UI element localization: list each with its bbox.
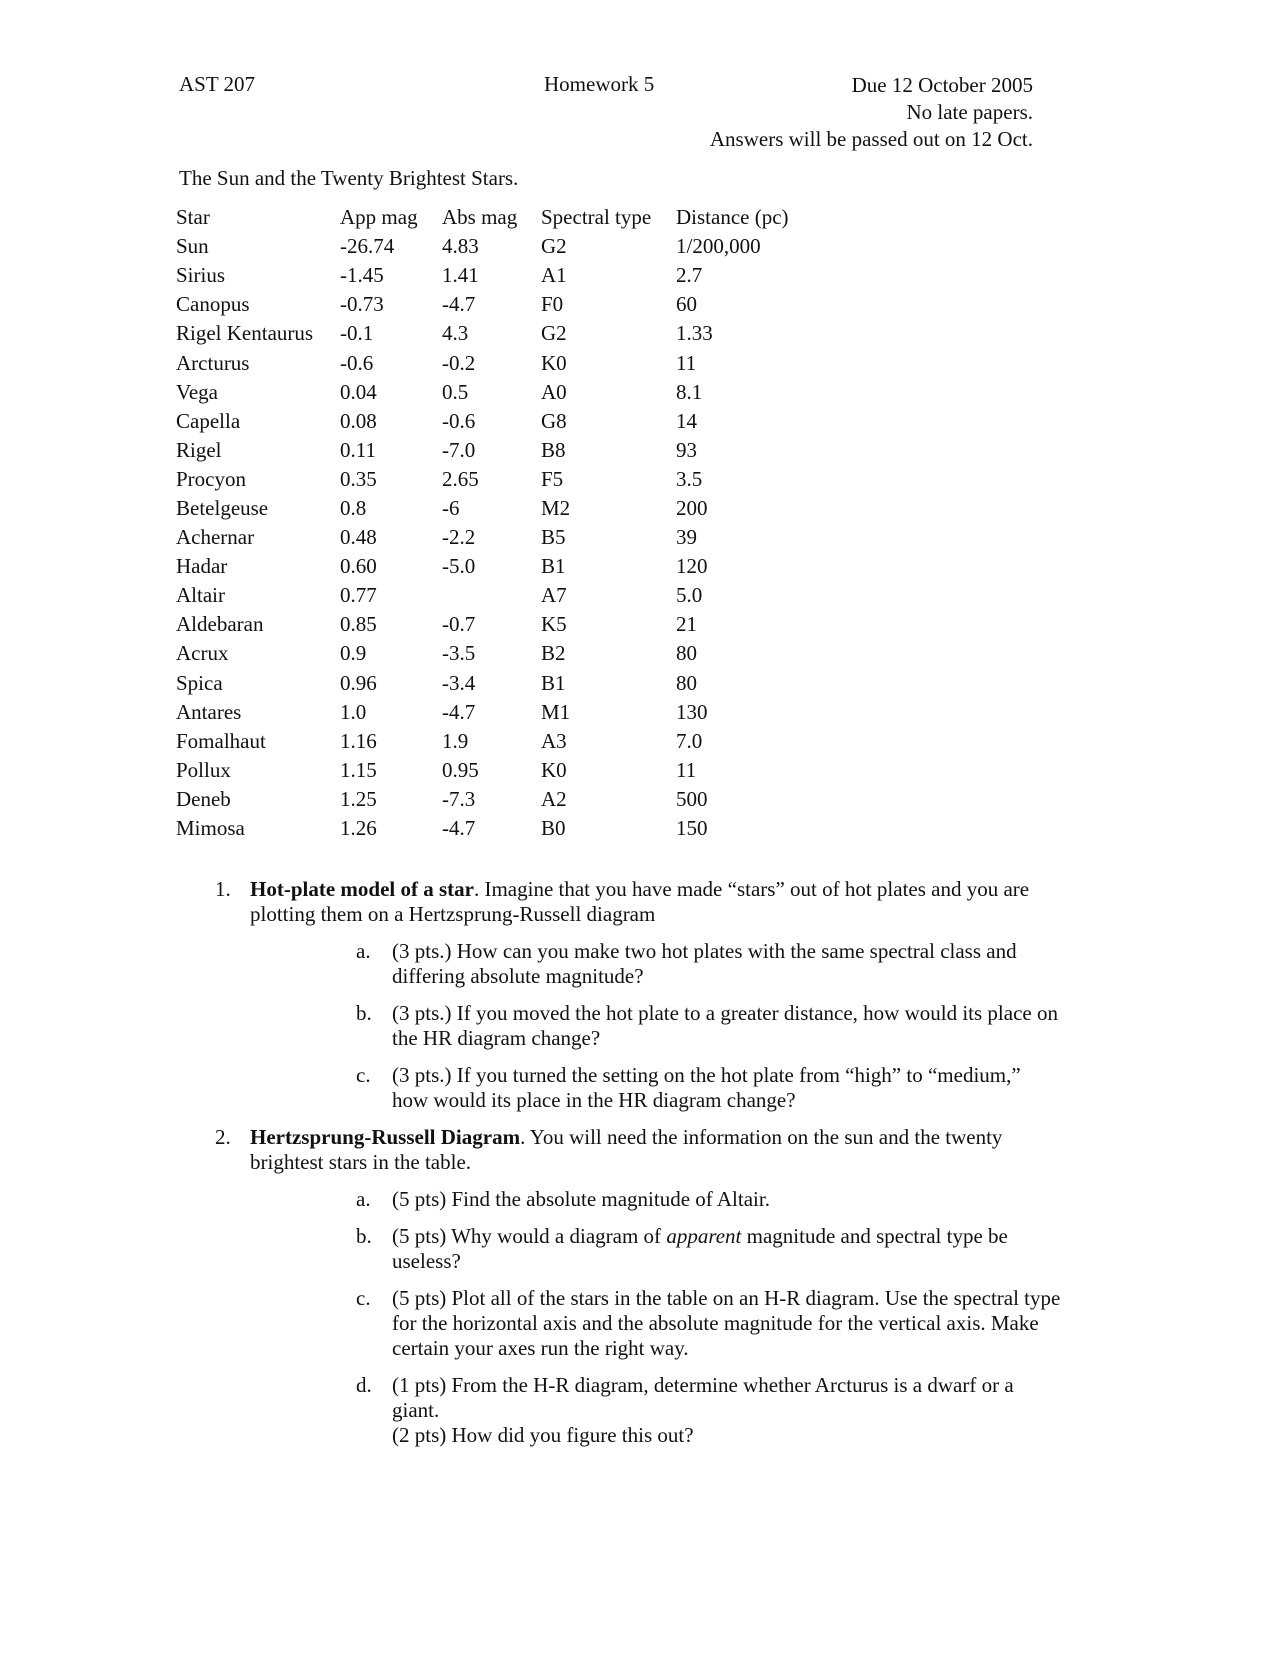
table-cell: 1.25 [340, 786, 377, 811]
question-title: Hot-plate model of a star [250, 877, 474, 901]
table-cell: Rigel [176, 437, 222, 462]
table-cell: Betelgeuse [176, 495, 269, 520]
question-part [250, 1286, 1061, 1361]
question [179, 877, 1061, 1113]
table-cell: -1.45 [340, 263, 384, 288]
table-cell: 60 [676, 292, 697, 317]
table-cell: Mimosa [176, 816, 245, 841]
table-cell: K0 [541, 350, 567, 375]
table-cell: Canopus [176, 292, 250, 317]
table-cell: 0.9 [340, 641, 367, 666]
table-cell: -26.74 [340, 234, 395, 259]
table-cell: 1.33 [676, 321, 713, 346]
table-cell: -0.7 [442, 612, 476, 637]
table-cell: 3.5 [676, 466, 703, 491]
table-row [176, 523, 816, 552]
part-text: (3 pts.) How can you make two hot plates with the same spectral class and differing absolute magnitude? [392, 939, 1017, 988]
question-part [250, 939, 1061, 989]
column-header: Distance (pc) [676, 205, 789, 230]
table-cell: Fomalhaut [176, 728, 266, 753]
part-letter: d. [356, 1373, 372, 1397]
table-cell: G2 [541, 321, 567, 346]
table-row [176, 348, 816, 377]
question-part [250, 1373, 1061, 1448]
part-letter: b. [356, 1224, 372, 1248]
table-row [176, 465, 816, 494]
table-row [176, 756, 816, 785]
table-cell: K0 [541, 757, 567, 782]
table-row [176, 669, 816, 698]
question-text: . You will need the information on the sun and the twenty brightest stars in the table. [250, 1125, 1003, 1174]
table-header-row [176, 203, 816, 232]
question-text: . Imagine that you have made “stars” out of hot plates and you are plotting them on a Hertzsprung-Russell diagram [250, 877, 1030, 926]
column-header: App mag [340, 205, 418, 230]
question-title: Hertzsprung-Russell Diagram [250, 1125, 521, 1149]
table-row [176, 814, 816, 843]
table-row [176, 378, 816, 407]
table-cell: K5 [541, 612, 567, 637]
table-cell: 200 [676, 495, 708, 520]
table-cell: 0.60 [340, 554, 377, 579]
question-part [250, 1187, 1061, 1212]
table-cell: -4.7 [442, 292, 476, 317]
table-cell: Spica [176, 670, 223, 695]
table-cell: B0 [541, 816, 566, 841]
table-cell: -5.0 [442, 554, 476, 579]
table-cell: -0.6 [340, 350, 374, 375]
table-cell: 2.7 [676, 263, 703, 288]
question-part [250, 1224, 1061, 1274]
table-cell: 8.1 [676, 379, 703, 404]
table-cell: 11 [676, 350, 697, 375]
due-date: Due 12 October 2005 [851, 73, 1033, 97]
part-emphasis: apparent [666, 1224, 742, 1248]
table-cell: -2.2 [442, 525, 476, 550]
table-cell: M2 [541, 495, 571, 520]
table-cell: -0.1 [340, 321, 374, 346]
part-letter: b. [356, 1001, 372, 1025]
table-cell: Antares [176, 699, 242, 724]
table-cell: 4.83 [442, 234, 479, 259]
table-cell: Aldebaran [176, 612, 264, 637]
table-cell: 1.15 [340, 757, 377, 782]
late-note: No late papers. [906, 100, 1033, 124]
part-text: (1 pts) From the H-R diagram, determine whether Arcturus is a dwarf or a giant. [392, 1373, 1014, 1422]
table-cell: A7 [541, 583, 567, 608]
table-cell: -3.5 [442, 641, 476, 666]
table-cell: -0.73 [340, 292, 384, 317]
column-header: Star [176, 205, 210, 230]
table-row [176, 552, 816, 581]
table-cell: B1 [541, 554, 566, 579]
part-text: (3 pts.) If you turned the setting on the hot plate from “high” to “medium,” how would its place in the HR diagram change? [392, 1063, 1021, 1112]
table-cell: 14 [676, 408, 697, 433]
table-row [176, 290, 816, 319]
table-row [176, 319, 816, 348]
part-text: (5 pts) Why would a diagram of [392, 1224, 667, 1248]
table-cell: -7.0 [442, 437, 476, 462]
part-letter: c. [356, 1063, 371, 1087]
table-cell: 0.8 [340, 495, 367, 520]
table-cell: 0.04 [340, 379, 377, 404]
table-cell: Arcturus [176, 350, 250, 375]
course-code: AST 207 [179, 72, 256, 96]
table-cell: 0.96 [340, 670, 377, 695]
table-caption: The Sun and the Twenty Brightest Stars. [179, 166, 519, 190]
table-cell: -6 [442, 495, 460, 520]
part-text: (3 pts.) If you moved the hot plate to a greater distance, how would its place on the HR diagram change? [392, 1001, 1058, 1050]
table-cell: 5.0 [676, 583, 703, 608]
table-cell: 1.16 [340, 728, 377, 753]
table-cell: 1.41 [442, 263, 479, 288]
table-cell: A1 [541, 263, 567, 288]
table-cell: Altair [176, 583, 225, 608]
table-cell: -4.7 [442, 699, 476, 724]
table-row [176, 407, 816, 436]
table-cell: 93 [676, 437, 697, 462]
part-text: (5 pts) Find the absolute magnitude of Altair. [392, 1187, 770, 1211]
table-cell: A2 [541, 786, 567, 811]
table-cell: Procyon [176, 466, 246, 491]
questions-list [179, 877, 1061, 1460]
table-cell: A3 [541, 728, 567, 753]
table-cell: 1.9 [442, 728, 469, 753]
table-cell: 2.65 [442, 466, 479, 491]
table-row [176, 727, 816, 756]
question [179, 1125, 1061, 1448]
column-header: Abs mag [442, 205, 518, 230]
table-cell: 80 [676, 641, 697, 666]
table-cell: -4.7 [442, 816, 476, 841]
due-info [710, 72, 1033, 153]
table-cell: Sun [176, 234, 209, 259]
table-cell: Hadar [176, 554, 228, 579]
table-cell: B1 [541, 670, 566, 695]
table-cell: M1 [541, 699, 571, 724]
table-cell: 0.11 [340, 437, 376, 462]
table-cell: 80 [676, 670, 697, 695]
table-cell: B5 [541, 525, 566, 550]
table-cell: 1.0 [340, 699, 367, 724]
table-cell: -0.6 [442, 408, 476, 433]
table-cell: Deneb [176, 786, 231, 811]
table-cell: Capella [176, 408, 241, 433]
table-cell: 500 [676, 786, 708, 811]
table-cell: 0.08 [340, 408, 377, 433]
table-cell: G8 [541, 408, 567, 433]
table-cell: 4.3 [442, 321, 469, 346]
table-cell: Rigel Kentaurus [176, 321, 314, 346]
question-part [250, 1063, 1061, 1113]
document-title: Homework 5 [544, 72, 655, 96]
table-cell: F0 [541, 292, 564, 317]
question-number: 1. [215, 877, 231, 901]
table-cell: 0.77 [340, 583, 377, 608]
table-cell: G2 [541, 234, 567, 259]
table-cell: Acrux [176, 641, 229, 666]
column-header: Spectral type [541, 205, 652, 230]
part-letter: a. [356, 939, 371, 963]
table-cell: 39 [676, 525, 697, 550]
stars-table [176, 203, 816, 843]
table-row [176, 581, 816, 610]
table-row [176, 639, 816, 668]
question-part [250, 1001, 1061, 1051]
table-cell: Pollux [176, 757, 231, 782]
table-row [176, 232, 816, 261]
table-cell: 1.26 [340, 816, 377, 841]
table-cell: 0.5 [442, 379, 469, 404]
table-cell: Achernar [176, 525, 255, 550]
table-cell: 120 [676, 554, 708, 579]
table-cell: 0.48 [340, 525, 377, 550]
table-cell: 0.85 [340, 612, 377, 637]
table-cell: B8 [541, 437, 566, 462]
table-row [176, 436, 816, 465]
table-cell: A0 [541, 379, 567, 404]
answers-note: Answers will be passed out on 12 Oct. [709, 127, 1033, 151]
table-cell: 1/200,000 [676, 234, 761, 259]
table-row [176, 261, 816, 290]
table-cell: 130 [676, 699, 708, 724]
table-cell: -7.3 [442, 786, 476, 811]
table-row [176, 698, 816, 727]
table-cell: -3.4 [442, 670, 476, 695]
table-cell: -0.2 [442, 350, 476, 375]
table-cell: Sirius [176, 263, 226, 288]
table-cell: B2 [541, 641, 566, 666]
table-cell: 11 [676, 757, 697, 782]
table-cell: 21 [676, 612, 697, 637]
part-letter: a. [356, 1187, 371, 1211]
part-text: magnitude and spectral type be useless? [392, 1224, 1008, 1273]
table-row [176, 610, 816, 639]
table-row [176, 494, 816, 523]
table-cell: 150 [676, 816, 708, 841]
table-cell: F5 [541, 466, 564, 491]
question-number: 2. [215, 1125, 231, 1149]
table-cell [442, 581, 541, 610]
part-text: (5 pts) Plot all of the stars in the table on an H-R diagram. Use the spectral type for the horizontal axis and the absolute magnitude for the vertical axis. Make certain your axes run the right way. [392, 1286, 1061, 1360]
part-text: (2 pts) How did you figure this out? [392, 1423, 694, 1447]
table-row [176, 785, 816, 814]
table-cell: 0.35 [340, 466, 377, 491]
part-letter: c. [356, 1286, 371, 1310]
table-cell: 7.0 [676, 728, 703, 753]
table-cell: 0.95 [442, 757, 479, 782]
table-cell: Vega [176, 379, 218, 404]
